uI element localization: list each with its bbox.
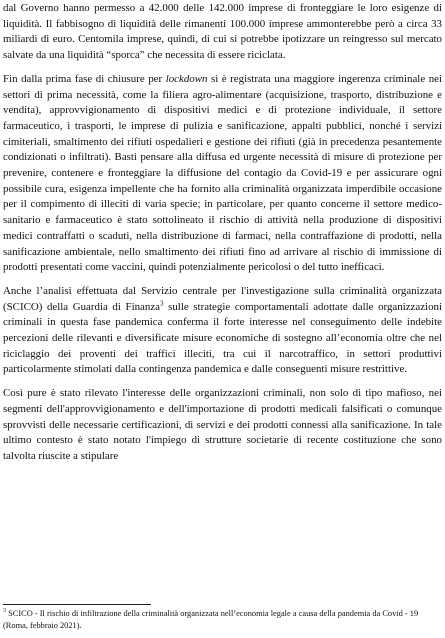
paragraph-scico-text-rest: sulle strategie comportamentali adottate dalle organizzazioni criminali in questa fase pandemica conferma il forte interesse nel conseguimento delle indebite percezioni delle rilevanti e diversificate misure economiche di sostegno all’economia oltre che nel riciclaggio dei proventi dei traffici illeciti, tra cui il narcotraffico, in settori produttivi particolarmente stimolati dalla contingenza pandemica e dalle conseguenti misure restrittive. [3,300,442,376]
footnote-reference-marker[interactable]: 3 [160,299,164,308]
paragraph-liquidity-text: dal Governo hanno permesso a 42.000 delle 142.000 imprese di fronteggiare le loro esigenze di liquidità. Il fabbisogno di liquidità delle rimanenti 100.000 imprese ammonterebbe però a circa 33 miliardi di euro. Centomila imprese, quindi, di cui si potrebbe ipotizzare un reingresso sul mercato salvate da una liquidità “sporca” che necessita di essere riciclata. [3,2,442,62]
paragraph-liquidity [3,1,442,64]
body-text [3,1,442,473]
footnote-divider [3,604,151,605]
paragraph-lockdown-text-rest: si è registrata una maggiore ingerenza criminale nei settori di prima necessità, come la filiera agro-alimentare (acquisizione, trasporto, distribuzione e vendita), approvvigionamento di dispositivi medici e di protezione individuale, il settore farmaceutico, i trasporti, le imprese di pulizia e sanificazione, appalti pubblici, nonché i servizi cimiteriali, smaltimento dei rifiuti ospedalieri e gestione dei rifiuti (già in precedenza pesantemente condizionati o infiltrati). Basti pensare alla diffusa ed urgente necessità di misure di protezione per prevenire, contenere e fronteggiare la diffusione del contagio da Covid-19 e per assicurare ogni possibile cura, esigenza impellente che ha fornito alla criminalità organizzata imperdibile occasione per il compimento di illeciti di varia specie; in particolare, per quanto concerne il settore medico-sanitario e farmaceutico è stato sottolineato il rischio di attività nella produzione di dispositivi medici contraffatti o scaduti, nella distribuzione di farmaci, nella contraffazione di prodotti, nella sanificazione ambientale, nello smaltimento dei rifiuti fino ad arrivare al rischio di immissione di prodotti presentati come vaccini, quindi potenzialmente pericolosi o del tutto inefficaci. [3,72,442,274]
footnote [3,608,442,631]
lockdown-italic-term: lockdown [165,72,208,85]
paragraph-lockdown-text-start: Fin dalla prima fase di chiusure per [3,72,166,85]
paragraph-scico-text-start: Anche l’analisi effettuata dal Servizio centrale per l'investigazione sulla criminalità organizzata (SCICO) della Guardia di Finanza [3,284,442,313]
paragraph-scico-analysis [3,284,442,378]
footnote-marker: 3 [3,608,6,615]
footnote-text: SCICO - Il rischio di infiltrazione della criminalità organizzata nell’economia legale a causa della pandemia da Covid - 19 (Roma, febbraio 2021). [3,609,419,630]
paragraph-lockdown-infiltration [3,72,442,276]
paragraph-medical-products [3,386,442,465]
paragraph-medical-text: Così pure è stato rilevato l'interesse delle organizzazioni criminali, non solo di tipo mafioso, nei segmenti dell'approvvigionamento e dell'importazione di prodotti medicali falsificati o comunque sprovvisti delle necessarie certificazioni, di servizi e dei prodotti connessi alla sanificazione. In tale ultimo contesto è stato notato l'impiego di strutture societarie di recente costituzione che sono talvolta riuscite a stipulare [3,387,442,462]
